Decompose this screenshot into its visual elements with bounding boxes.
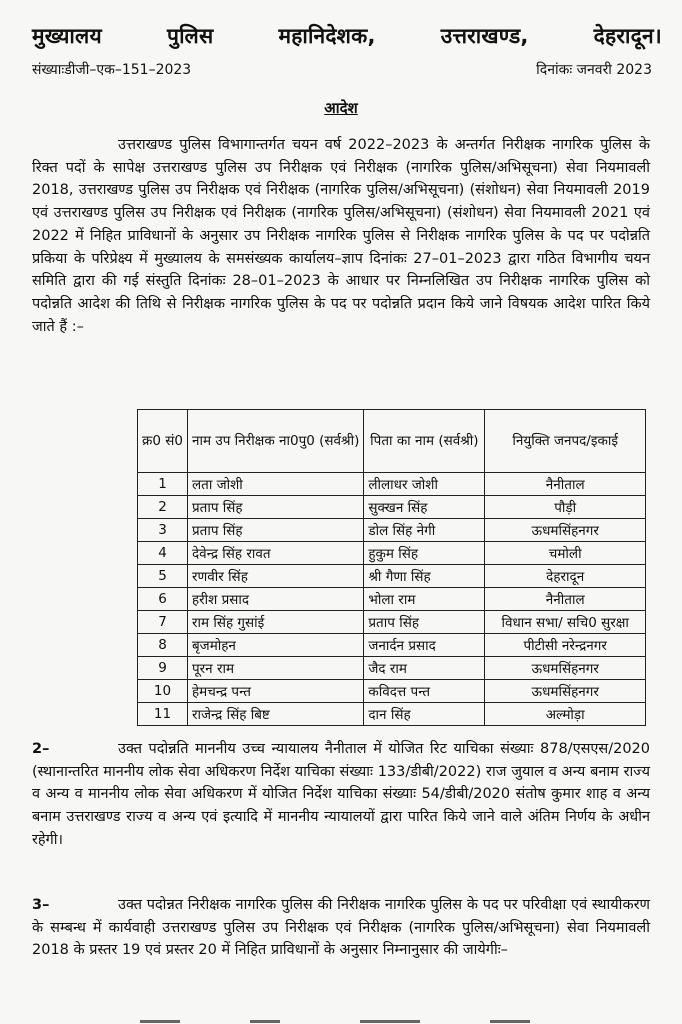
cell-posting: देहरादून	[485, 565, 646, 588]
paragraph-2-text: उक्त पदोन्नति माननीय उच्च न्यायालय नैनीताल में योजित रिट याचिका संख्याः 878/एसएस/2020 (स्थानान्तरित माननीय लोक सेवा अधिकरण निर्देश याचिका संख्याः 133/डीबी/2022) राज जुयाल व अन्य बनाम राज्य व अन्य व माननीय लोक सेवा अधिकरण में योजित निर्देश याचिका संख्याः 54/डीबी/2020 संतोष कुमार शाह व अन्य बनाम उत्तराखण्ड राज्य व अन्य एवं इत्यादि में माननीय न्यायालयों द्वारा पारित किये जाने वाले अंतिम निर्णय के अधीन रहेगी।	[32, 741, 650, 848]
cell-name: राजेन्द्र सिंह बिष्ट	[187, 703, 363, 726]
cell-posting: ऊधमसिंहनगर	[485, 680, 646, 703]
cell-posting: ऊधमसिंहनगर	[485, 657, 646, 680]
paragraph-3-number: 3–	[32, 897, 50, 913]
paragraph-2	[32, 738, 650, 852]
cell-father: सुक्खन सिंह	[364, 496, 485, 519]
cell-father: प्रताप सिंह	[364, 611, 485, 634]
cell-posting: अल्मोड़ा	[485, 703, 646, 726]
letterhead-dept: पुलिस	[166, 24, 214, 48]
title-text: आदेश	[324, 99, 358, 117]
document-title	[0, 98, 682, 118]
intro-paragraph: उत्तराखण्ड पुलिस विभागान्तर्गत चयन वर्ष 2022–2023 के अन्तर्गत निरीक्षक नागरिक पुलिस के रिक्त पदों के सापेक्ष उत्तराखण्ड पुलिस उप निरीक्षक एवं निरीक्षक (नागरिक पुलिस/अभिसूचना) सेवा नियमावली 2018, उत्तराखण्ड पुलिस उप निरीक्षक एवं निरीक्षक (नागरिक पुलिस/अभिसूचना) (संशोधन) सेवा नियमावली 2019 एवं उत्तराखण्ड पुलिस उप निरीक्षक एवं निरीक्षक (नागरिक पुलिस/अभिसूचना) (संशोधन) सेवा नियमावली 2021 एवं 2022 में निहित प्राविधानों के अनुसार उप निरीक्षक नागरिक पुलिस से निरीक्षक नागरिक पुलिस के पद पर पदोन्नति प्रकिया के परिप्रेक्ष्य में मुख्यालय के समसंख्यक कार्यालय–ज्ञाप दिनांकः 27–01–2023 द्वारा गठित विभागीय चयन समिति द्वारा की गई संस्तुति दिनांकः 28–01–2023 के आधार पर निम्नलिखित उप निरीक्षक नागरिक पुलिस को पदोन्नति आदेश की तिथि से निरीक्षक नागरिक पुलिस के पद पर पदोन्नति प्रदान किये जाने विषयक आदेश पारित किये जाते हैं :–	[32, 137, 650, 335]
cut-off-next-line	[0, 1016, 682, 1024]
letterhead-state: उत्तराखण्ड,	[440, 24, 529, 48]
cell-posting: ऊधमसिंहनगर	[485, 519, 646, 542]
letterhead-org: मुख्यालय	[32, 24, 102, 48]
cell-serial: 7	[138, 611, 188, 634]
cell-serial: 4	[138, 542, 188, 565]
cell-posting: चमोली	[485, 542, 646, 565]
table-row	[138, 565, 646, 588]
cell-father: कविदत्त पन्त	[364, 680, 485, 703]
cell-posting: नैनीताल	[485, 588, 646, 611]
cell-posting: विधान सभा/ सचि0 सुरक्षा	[485, 611, 646, 634]
cell-serial: 2	[138, 496, 188, 519]
cell-father: हुकुम सिंह	[364, 542, 485, 565]
table-row	[138, 634, 646, 657]
cell-serial: 3	[138, 519, 188, 542]
cell-name: राम सिंह गुसांई	[187, 611, 363, 634]
cell-father: श्री गैणा सिंह	[364, 565, 485, 588]
cell-serial: 11	[138, 703, 188, 726]
cell-name: बृजमोहन	[187, 634, 363, 657]
table-row	[138, 703, 646, 726]
table-row	[138, 611, 646, 634]
cell-name: प्रताप सिंह	[187, 519, 363, 542]
cell-father: भोला राम	[364, 588, 485, 611]
order-date: दिनांकः जनवरी 2023	[536, 62, 652, 78]
letterhead-city: देहरादून।	[593, 24, 662, 48]
cell-name: हेमचन्द्र पन्त	[187, 680, 363, 703]
cell-father: डोल सिंह नेगी	[364, 519, 485, 542]
cell-father: लीलाधर जोशी	[364, 473, 485, 496]
cell-serial: 1	[138, 473, 188, 496]
cell-posting: नैनीताल	[485, 473, 646, 496]
letterhead	[32, 22, 662, 50]
table-row	[138, 588, 646, 611]
table-row	[138, 519, 646, 542]
header-father-name: पिता का नाम (सर्वश्री)	[364, 410, 485, 473]
reference-number: संख्याःडीजी–एक–151–2023	[32, 62, 192, 78]
cell-father: जैद राम	[364, 657, 485, 680]
letterhead-officer: महानिदेशक,	[278, 24, 376, 48]
header-name: नाम उप निरीक्षक ना0पु0 (सर्वश्री)	[187, 410, 363, 473]
cell-serial: 6	[138, 588, 188, 611]
reference-line	[32, 60, 652, 79]
cell-posting: पीटीसी नरेन्द्रनगर	[485, 634, 646, 657]
table-row	[138, 473, 646, 496]
table-row	[138, 657, 646, 680]
paragraph-2-number: 2–	[32, 741, 50, 757]
cell-name: पूरन राम	[187, 657, 363, 680]
promotion-table	[137, 409, 646, 726]
cell-father: जनार्दन प्रसाद	[364, 634, 485, 657]
cell-serial: 8	[138, 634, 188, 657]
table-row	[138, 680, 646, 703]
cell-name: प्रताप सिंह	[187, 496, 363, 519]
cell-name: हरीश प्रसाद	[187, 588, 363, 611]
table-header-row	[138, 410, 646, 473]
paragraph-3-text: उक्त पदोन्नत निरीक्षक नागरिक पुलिस की निरीक्षक नागरिक पुलिस के पद पर परिवीक्षा एवं स्थायीकरण के सम्बन्ध में कार्यवाही उत्तराखण्ड पुलिस उप निरीक्षक एवं निरीक्षक (नागरिक पुलिस/अभिसूचना) सेवा नियमावली 2018 के प्रस्तर 19 एवं प्रस्तर 20 में निहित प्राविधानों के अनुसार निम्नानुसार की जायेगीः–	[32, 897, 650, 959]
header-posting: नियुक्ति जनपद/इकाई	[485, 410, 646, 473]
cell-name: लता जोशी	[187, 473, 363, 496]
header-serial: क्र0 सं0	[138, 410, 188, 473]
paragraph-3	[32, 894, 650, 962]
table-row	[138, 542, 646, 565]
cell-posting: पौड़ी	[485, 496, 646, 519]
cell-name: रणवीर सिंह	[187, 565, 363, 588]
cell-father: दान सिंह	[364, 703, 485, 726]
table-row	[138, 496, 646, 519]
cell-serial: 9	[138, 657, 188, 680]
cell-serial: 5	[138, 565, 188, 588]
cell-serial: 10	[138, 680, 188, 703]
cell-name: देवेन्द्र सिंह रावत	[187, 542, 363, 565]
